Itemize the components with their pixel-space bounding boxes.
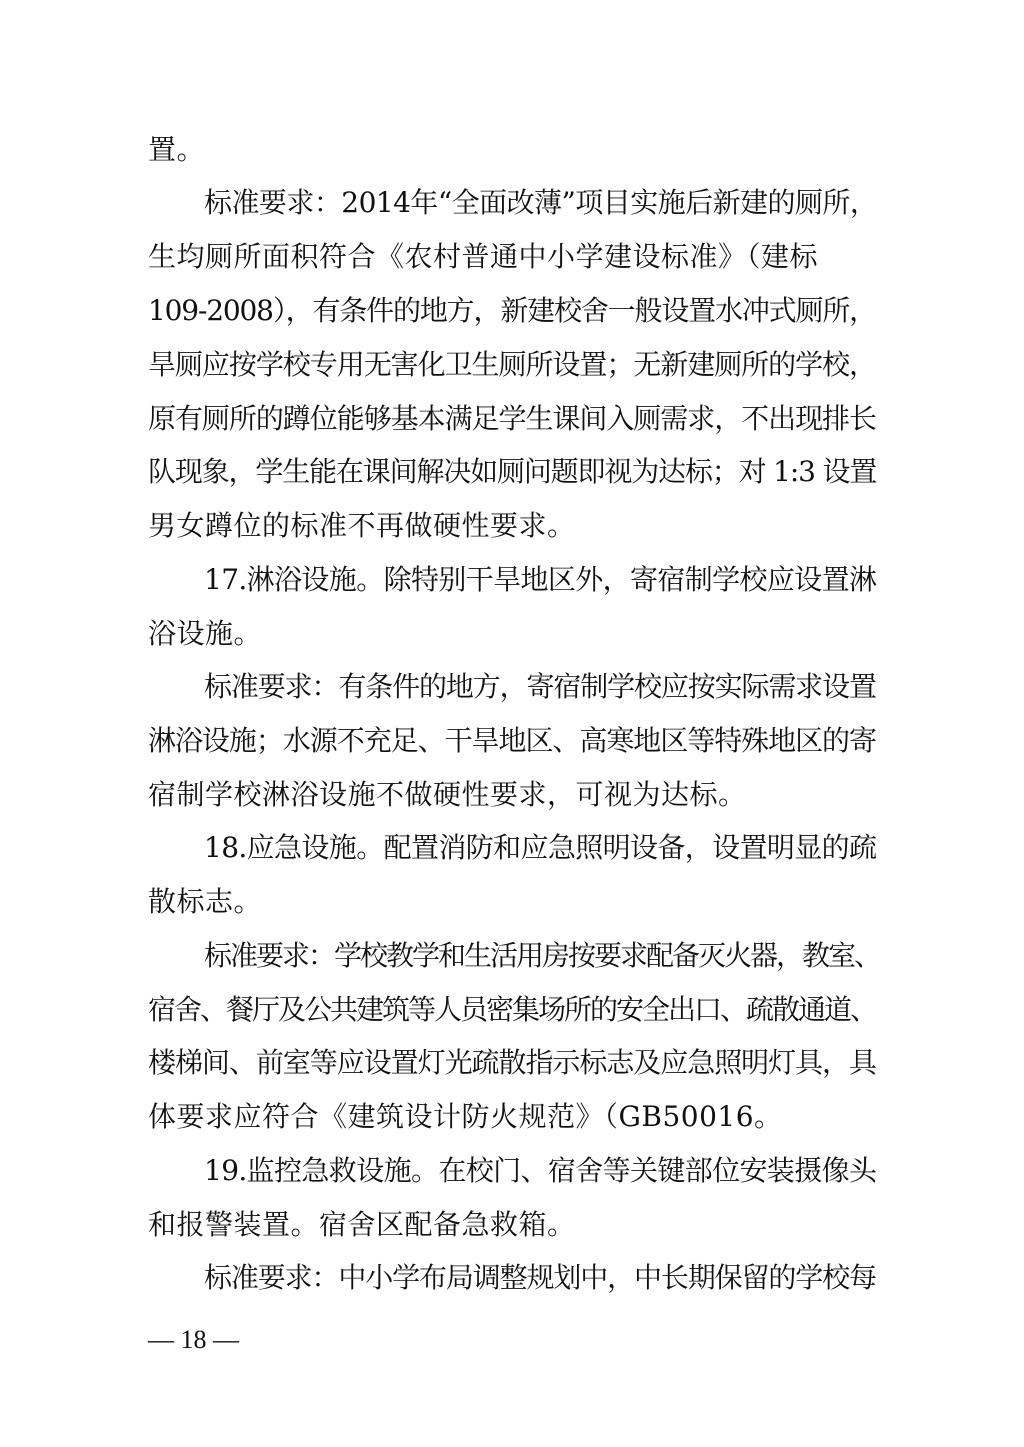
text-line: 宿制学校淋浴设施不做硬性要求，可视为达标。 (148, 778, 747, 811)
text-line: 生均厕所面积符合《农村普通中小学建设标准》（建标 (148, 240, 819, 273)
text-line: 浴设施。 (148, 617, 263, 650)
text-line: 原有厕所的蹲位能够基本满足学生课间入厕需求，不出现排长 (148, 402, 876, 435)
text-line: 和报警装置。宿舍区配备急救箱。 (148, 1208, 576, 1241)
text-line: 队现象，学生能在课间解决如厕问题即视为达标；对 1:3 设置 (148, 455, 877, 488)
text-line: 男女蹲位的标准不再做硬性要求。 (148, 509, 576, 542)
text-line: 旱厕应按学校专用无害化卫生厕所设置；无新建厕所的学校， (148, 348, 876, 381)
text-line: 标准要求：学校教学和生活用房按要求配备灭火器，教室、 (204, 939, 881, 972)
text-line: 淋浴设施；水源不充足、干旱地区、高寒地区等特殊地区的寄 (148, 724, 876, 757)
text-line: 体要求应符合《建筑设计防火规范》（GB50016。 (148, 1100, 783, 1133)
text-line: 标准要求：有条件的地方，寄宿制学校应按实际需求设置 (204, 670, 876, 703)
text-line: 109-2008），有条件的地方，新建校舍一般设置水冲式厕所， (148, 294, 876, 327)
text-line: 17.淋浴设施。除特别干旱地区外，寄宿制学校应设置淋 (204, 563, 877, 596)
text-line: 标准要求：2014年“全面改薄”项目实施后新建的厕所， (204, 186, 878, 219)
text-line: 置。 (148, 133, 206, 166)
text-line: 楼梯间、前室等应设置灯光疏散指示标志及应急照明灯具，具 (148, 1046, 876, 1079)
text-line: 散标志。 (148, 885, 263, 918)
text-line: 标准要求：中小学布局调整规划中，中长期保留的学校每 (204, 1261, 876, 1294)
text-line: 18.应急设施。配置消防和应急照明设备，设置明显的疏 (204, 831, 877, 864)
page-number: — 18 — (148, 1325, 239, 1354)
text-line: 19.监控急救设施。在校门、宿舍等关键部位安装摄像头 (204, 1154, 877, 1187)
text-line: 宿舍、餐厅及公共建筑等人员密集场所的安全出口、疏散通道、 (148, 993, 877, 1026)
